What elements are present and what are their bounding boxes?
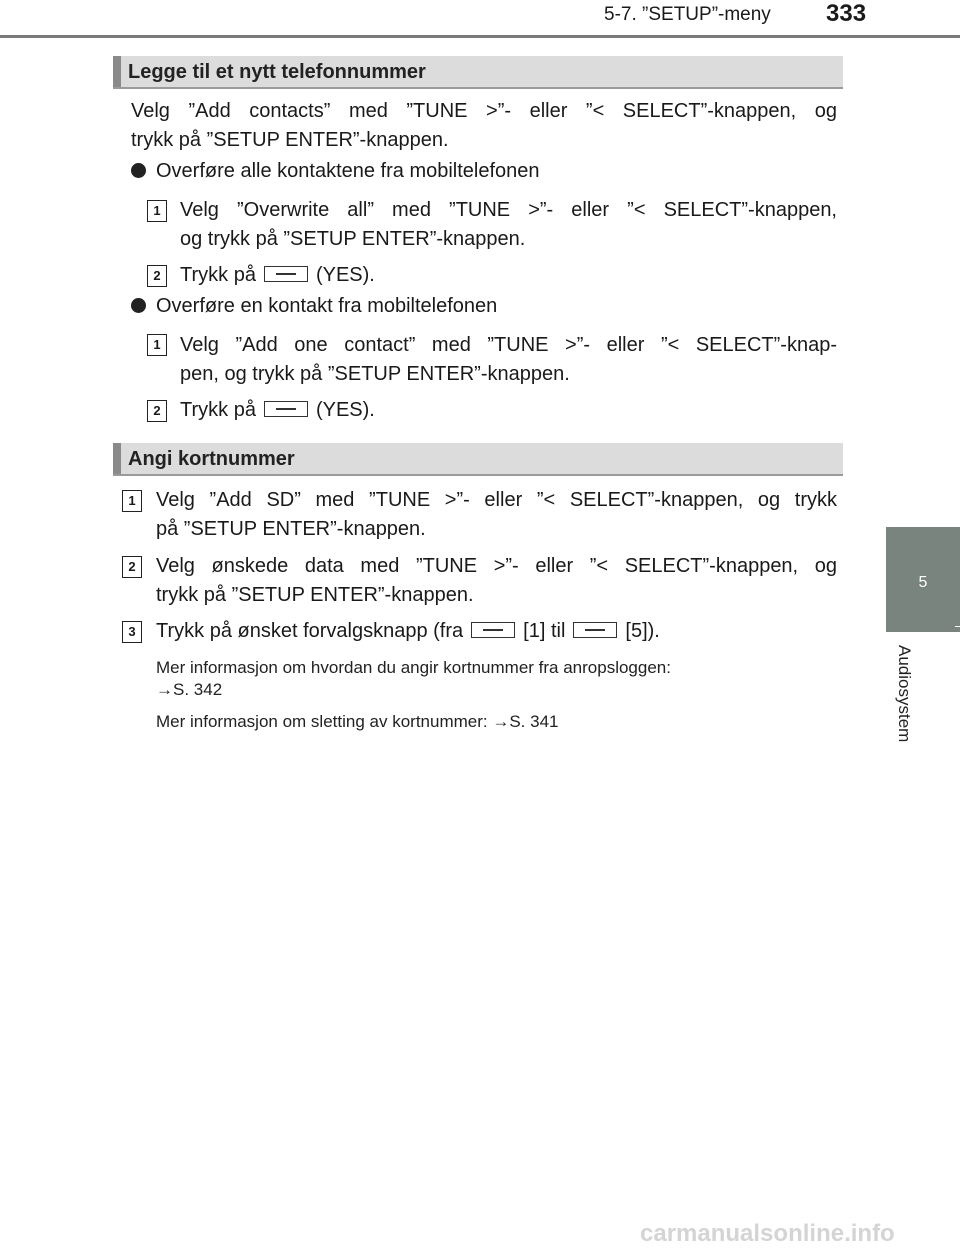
intro-line-1: Velg ”Add contacts” med ”TUNE >”- eller ”< SELECT”-knappen, og [131,100,837,122]
step-number: 1 [147,334,167,356]
step-text-post: [5]). [625,620,660,642]
step-text-line-1: Velg ”Add one contact” med ”TUNE >”- eller ”< SELECT”-knap- [180,334,837,356]
bullet-title: Overføre en kontakt fra mobiltelefonen [156,295,498,317]
step-text-line-1: Velg ”Overwrite all” med ”TUNE >”- eller ”< SELECT”-knappen, [180,199,837,221]
bullet-dot-icon [131,298,146,313]
running-header-title: 5-7. ”SETUP”-meny [604,4,771,25]
step-number: 2 [122,556,142,578]
chapter-label: Audiosystem [895,645,914,743]
step-text-pre: Trykk på [180,264,256,286]
bullet-add-one [131,295,497,318]
note-line-1: Mer informasjon om hvordan du angir kortnummer fra anropsloggen: [156,658,671,677]
chapter-tab-mark [955,626,960,627]
step-text-pre: Trykk på ønsket forvalgsknapp (fra [156,620,464,642]
section-heading-text: Angi kortnummer [128,448,295,470]
heading-bar [113,443,121,474]
step-text-post: (YES). [315,264,375,286]
heading-bar [113,56,121,87]
section-heading-new-number [113,56,843,89]
step-text-mid: [1] til [523,620,566,642]
intro-line-2: trykk på ”SETUP ENTER”-knappen. [131,129,449,151]
button-key-icon [573,622,617,638]
step-text-line-2: trykk på ”SETUP ENTER”-knappen. [156,584,474,606]
bullet-overwrite-all [131,160,540,183]
page-number: 333 [826,0,867,27]
note-line-2: Mer informasjon om sletting av kortnummer: →S. 341 [156,712,559,731]
step-text-line-2: og trykk på ”SETUP ENTER”-knappen. [180,228,526,250]
step-number: 1 [147,200,167,222]
watermark: carmanualsonline.info [640,1220,895,1247]
step-text-preset [156,617,660,646]
step-text-post: (YES). [315,399,375,421]
section-heading-text: Legge til et nytt telefonnummer [128,61,426,83]
step-number: 2 [147,265,167,287]
bullet-title: Overføre alle kontaktene fra mobiltelefonen [156,160,540,182]
step-text-line-2: pen, og trykk på ”SETUP ENTER”-knappen. [180,363,570,385]
step-text-yes [180,261,375,290]
bullet-dot-icon [131,163,146,178]
step-text-yes [180,396,375,425]
step-number: 3 [122,621,142,643]
step-text-pre: Trykk på [180,399,256,421]
header-rule [0,35,960,38]
button-key-icon [264,401,308,417]
chapter-number: 5 [918,574,928,591]
button-key-icon [471,622,515,638]
step-number: 1 [122,490,142,512]
step-text-line-2: på ”SETUP ENTER”-knappen. [156,518,426,540]
button-key-icon [264,266,308,282]
step-text-line-1: Velg ønskede data med ”TUNE >”- eller ”< SELECT”-knappen, og [156,555,837,577]
step-text-line-1: Velg ”Add SD” med ”TUNE >”- eller ”< SELECT”-knappen, og trykk [156,489,837,511]
note-ref-link[interactable]: →S. 342 [156,680,223,699]
section-heading-speed-dial [113,443,843,476]
step-number: 2 [147,400,167,422]
